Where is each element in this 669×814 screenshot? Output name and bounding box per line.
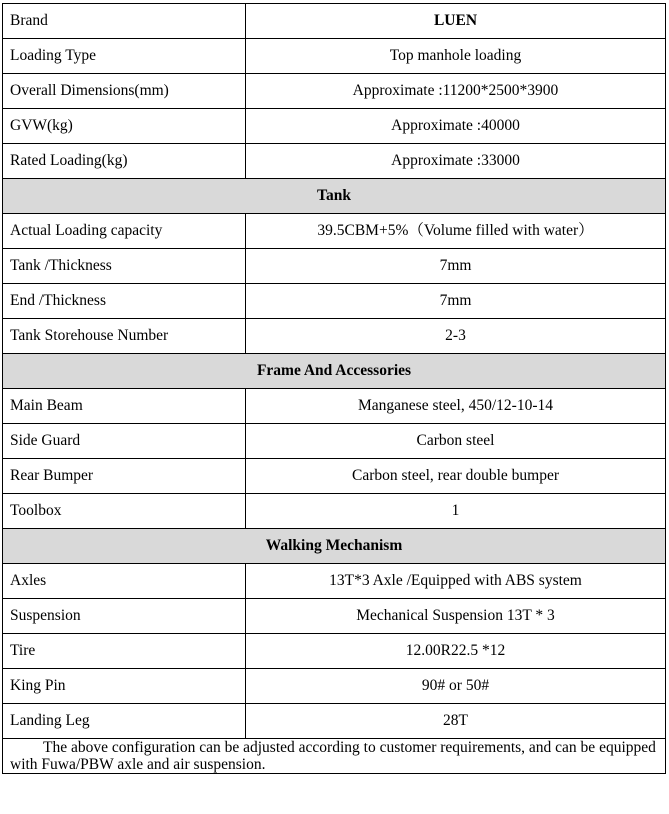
spec-value: 12.00R22.5 *12: [246, 634, 666, 669]
spec-value: Top manhole loading: [246, 39, 666, 74]
spec-value: Carbon steel: [246, 424, 666, 459]
spec-label: Rated Loading(kg): [3, 144, 246, 179]
note-cell: [3, 739, 666, 774]
spec-label: Tank Storehouse Number: [3, 319, 246, 354]
spec-value: 2-3: [246, 319, 666, 354]
table-row: [3, 634, 666, 669]
spec-table-body: [3, 4, 666, 774]
spec-value: Approximate :33000: [246, 144, 666, 179]
spec-label: Rear Bumper: [3, 459, 246, 494]
spec-value: 7mm: [246, 249, 666, 284]
table-row: [3, 144, 666, 179]
table-row: [3, 214, 666, 249]
table-row: [3, 109, 666, 144]
spec-label: End /Thickness: [3, 284, 246, 319]
spec-value: 1: [246, 494, 666, 529]
spec-label: Overall Dimensions(mm): [3, 74, 246, 109]
spec-label: Landing Leg: [3, 704, 246, 739]
note-row: [3, 739, 666, 774]
table-row: [3, 494, 666, 529]
table-row: [3, 4, 666, 39]
note-text: The above configuration can be adjusted according to customer requirements, and can be equipped with Fuwa/PBW axle and air suspension.: [10, 739, 656, 774]
spec-value: Mechanical Suspension 13T * 3: [246, 599, 666, 634]
spec-label: Brand: [3, 4, 246, 39]
section-header: Tank: [3, 179, 666, 214]
spec-value: 39.5CBM+5%（Volume filled with water）: [246, 214, 666, 249]
spec-value: 28T: [246, 704, 666, 739]
table-row: [3, 599, 666, 634]
section-header-row: [3, 179, 666, 214]
table-row: [3, 249, 666, 284]
spec-table: [2, 3, 666, 774]
spec-value: 13T*3 Axle /Equipped with ABS system: [246, 564, 666, 599]
spec-label: Main Beam: [3, 389, 246, 424]
section-header-row: [3, 529, 666, 564]
table-row: [3, 74, 666, 109]
section-header: Walking Mechanism: [3, 529, 666, 564]
table-row: [3, 319, 666, 354]
spec-label: Suspension: [3, 599, 246, 634]
spec-value: LUEN: [246, 4, 666, 39]
table-row: [3, 284, 666, 319]
table-row: [3, 564, 666, 599]
spec-value: Carbon steel, rear double bumper: [246, 459, 666, 494]
spec-value: 7mm: [246, 284, 666, 319]
table-row: [3, 459, 666, 494]
spec-value: Manganese steel, 450/12-10-14: [246, 389, 666, 424]
section-header: Frame And Accessories: [3, 354, 666, 389]
spec-label: Side Guard: [3, 424, 246, 459]
spec-label: GVW(kg): [3, 109, 246, 144]
spec-value: Approximate :40000: [246, 109, 666, 144]
spec-label: Tank /Thickness: [3, 249, 246, 284]
spec-label: Tire: [3, 634, 246, 669]
spec-value: Approximate :11200*2500*3900: [246, 74, 666, 109]
spec-label: Toolbox: [3, 494, 246, 529]
spec-label: Actual Loading capacity: [3, 214, 246, 249]
spec-label: Loading Type: [3, 39, 246, 74]
section-header-row: [3, 354, 666, 389]
spec-label: King Pin: [3, 669, 246, 704]
table-row: [3, 389, 666, 424]
table-row: [3, 669, 666, 704]
table-row: [3, 704, 666, 739]
spec-value: 90# or 50#: [246, 669, 666, 704]
spec-label: Axles: [3, 564, 246, 599]
table-row: [3, 39, 666, 74]
table-row: [3, 424, 666, 459]
